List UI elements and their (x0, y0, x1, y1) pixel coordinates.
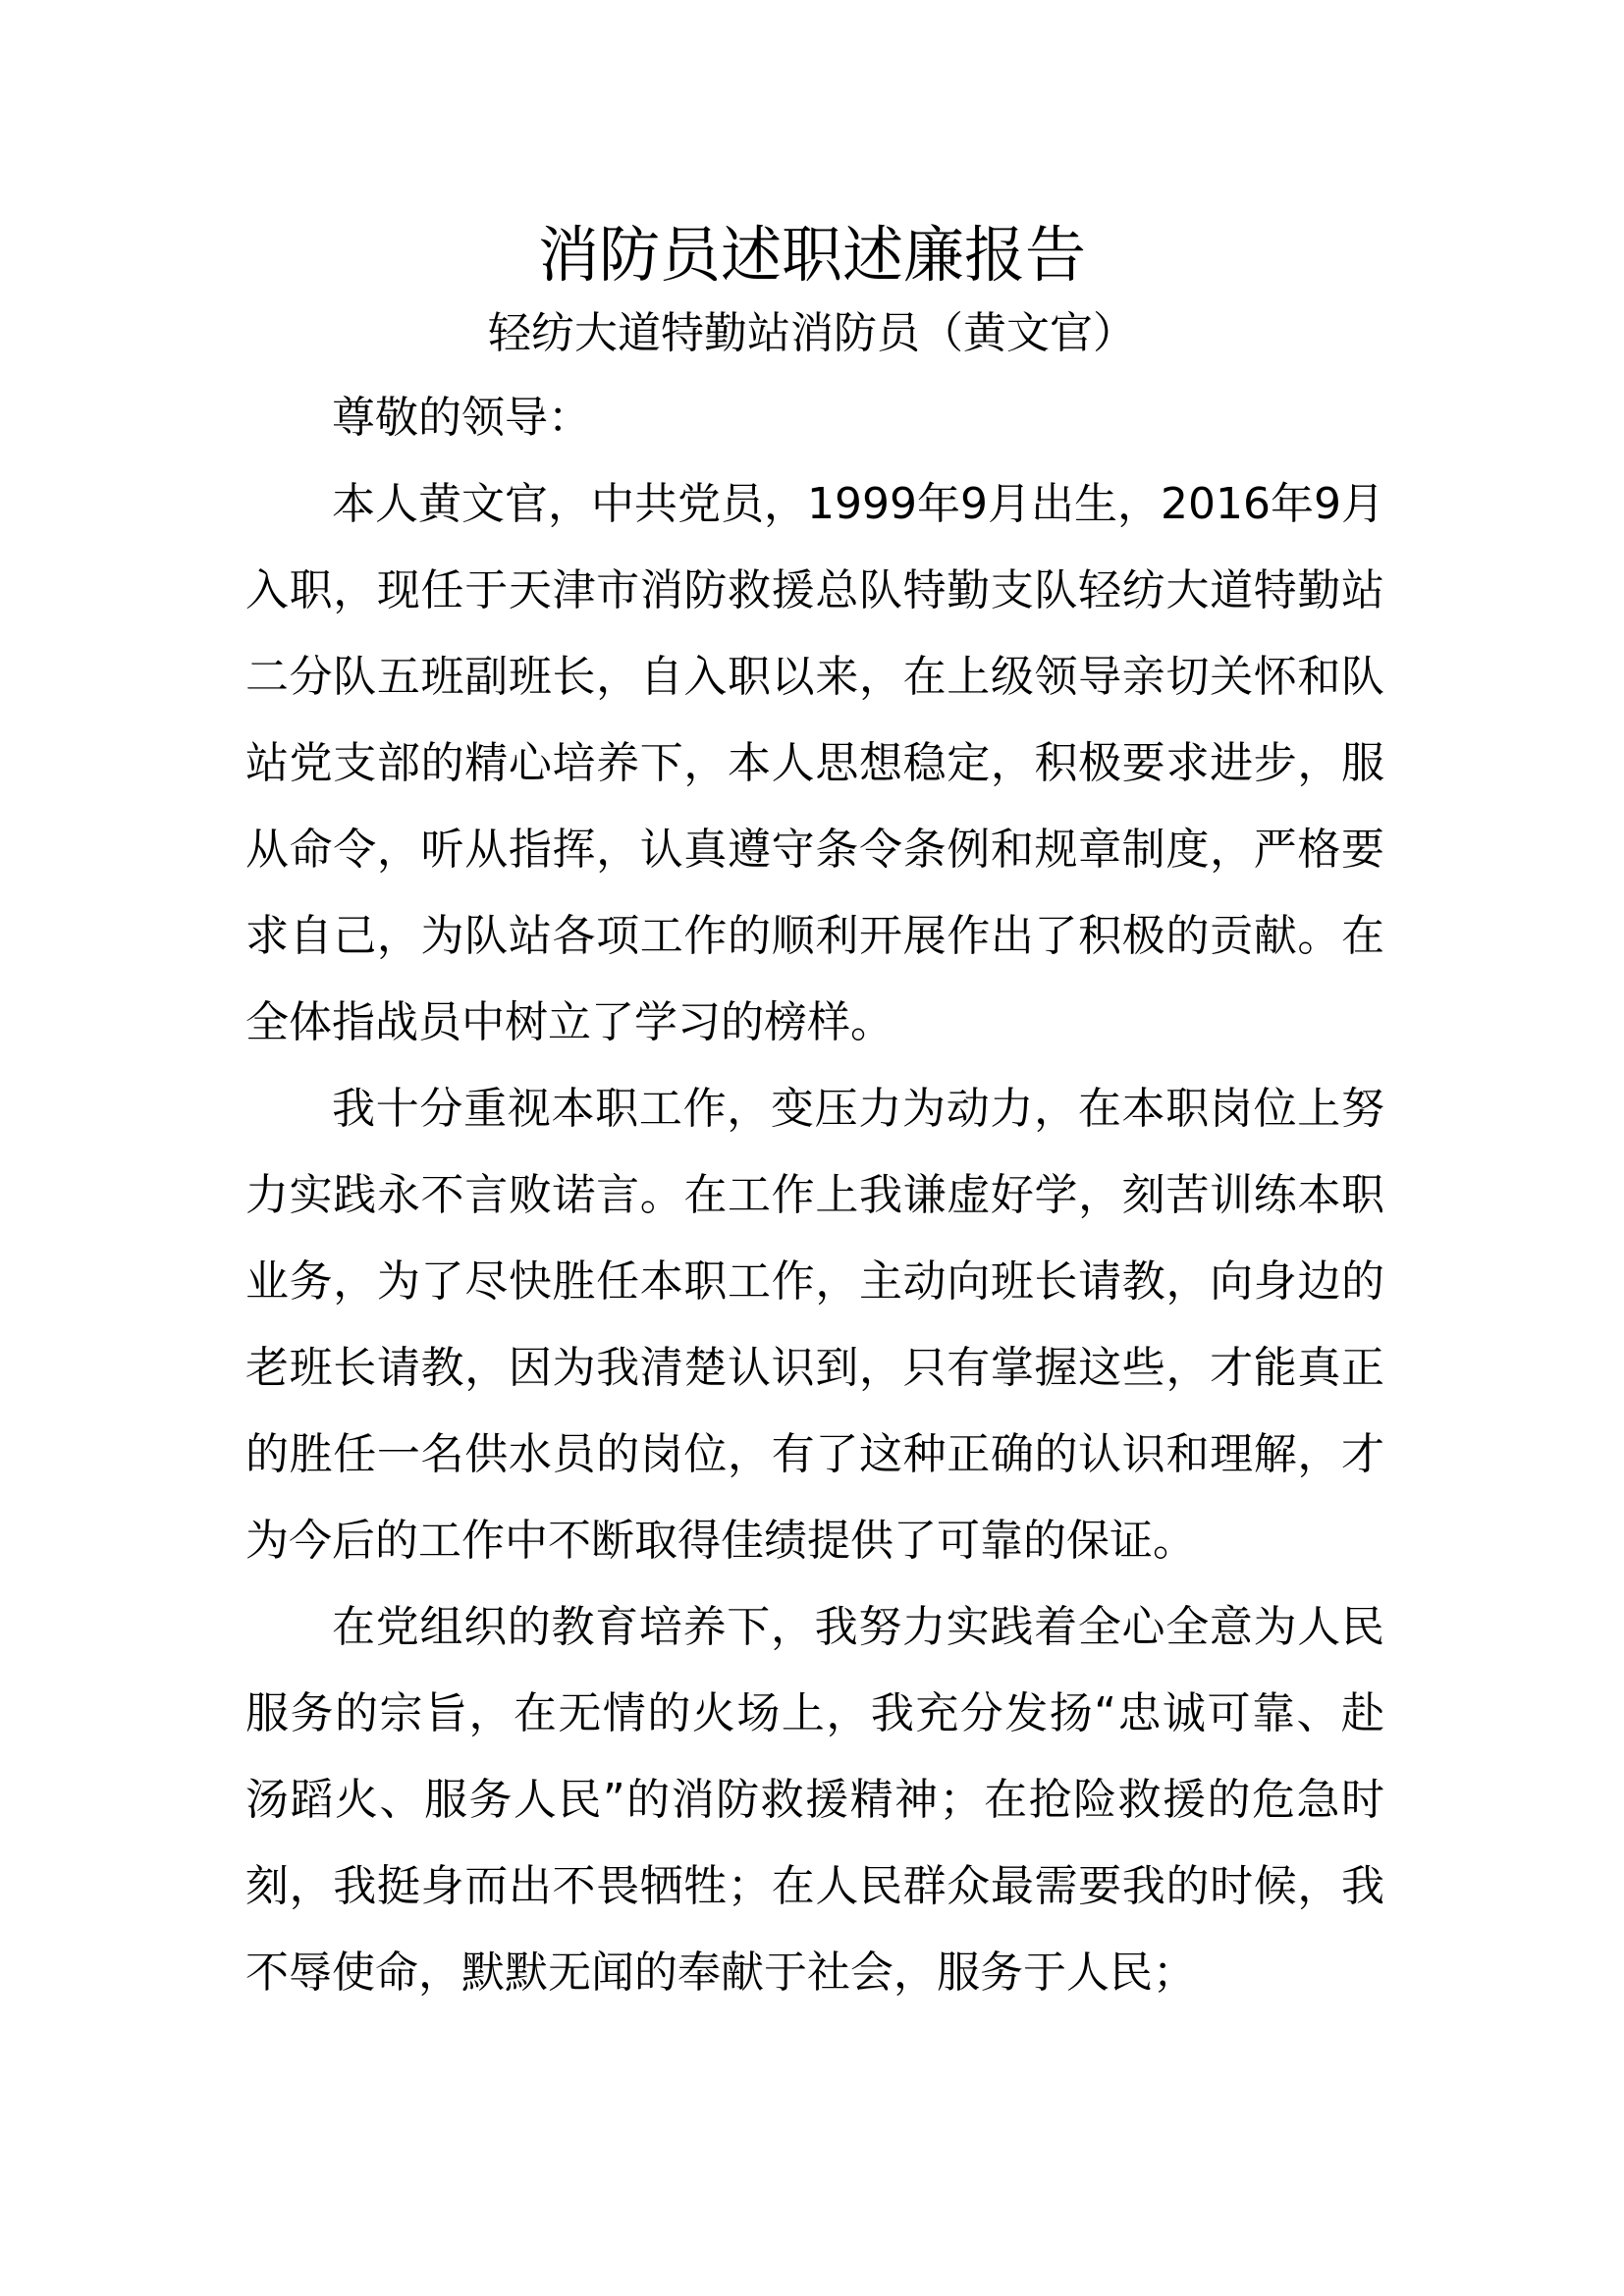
document-body (245, 375, 1384, 2016)
document-subtitle: 轻纺大道特勤站消防员（黄文官） (488, 308, 1136, 358)
paragraph-1: 本人黄文官，中共党员，1999年9月出生，2016年9月入职，现任于天津市消防救援总队特勤支队轻纺大道特勤站二分队五班副班长，自入职以来，在上级领导亲切关怀和队站党支部的精心培养下，本人思想稳定，积极要求进步，服从命令，听从指挥，认真遵守条令条例和规章制度，严格要求自己，为队站各项工作的顺利开展作出了积极的贡献。在全体指战员中树立了学习的榜样。 (245, 479, 1384, 1047)
paragraph-2: 我十分重视本职工作，变压力为动力，在本职岗位上努力实践永不言败诺言。在工作上我谦虚好学，刻苦训练本职业务，为了尽快胜任本职工作，主动向班长请教，向身边的老班长请教，因为我清楚认识到，只有掌握这些，才能真正的胜任一名供水员的岗位，有了这种正确的认识和理解，才为今后的工作中不断取得佳绩提供了可靠的保证。 (245, 1084, 1384, 1566)
paragraph-3: 在党组织的教育培养下，我努力实践着全心全意为人民服务的宗旨，在无情的火场上，我充分发扬“忠诚可靠、赴汤蹈火、服务人民”的消防救援精神；在抢险救援的危急时刻，我挺身而出不畏牺牲；在人民群众最需要我的时候，我不辱使命，默默无闻的奉献于社会，服务于人民； (245, 1602, 1384, 1998)
greeting: 尊敬的领导： (332, 393, 591, 443)
document-title: 消防员述职述廉报告 (537, 219, 1086, 291)
